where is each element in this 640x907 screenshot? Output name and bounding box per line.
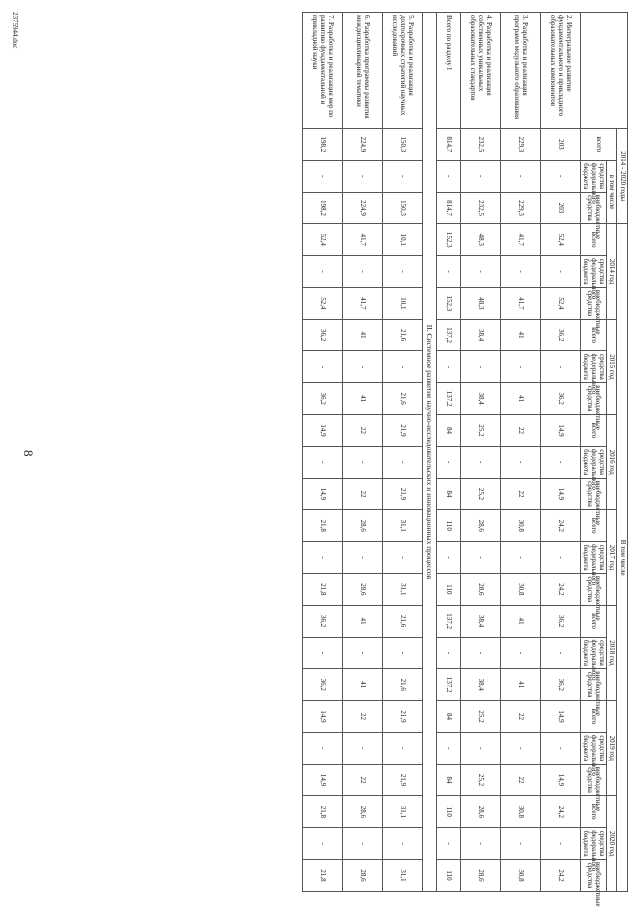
year-total-header: всего	[580, 224, 606, 256]
table-cell: -	[302, 732, 342, 764]
table-cell: 198,2	[302, 192, 342, 224]
table-cell: 150,3	[382, 192, 422, 224]
table-cell: -	[342, 637, 382, 669]
table-cell: -	[500, 637, 540, 669]
table-row	[302, 13, 342, 892]
table-cell: -	[500, 446, 540, 478]
table-row	[342, 13, 382, 892]
table-cell: 14,9	[540, 764, 580, 796]
period-header: 2014 - 2020 годы	[617, 129, 628, 224]
table-cell: -	[500, 828, 540, 860]
year-total-header: всего	[580, 796, 606, 828]
table-cell: 22	[342, 478, 382, 510]
table-cell: -	[436, 828, 460, 860]
table-cell: 36,2	[540, 383, 580, 415]
table-cell: -	[436, 160, 460, 192]
table-cell: 38,4	[460, 383, 500, 415]
table-cell: 22	[500, 415, 540, 447]
table-cell: -	[540, 637, 580, 669]
year-federal-header: средства федерального бюджета	[580, 256, 606, 288]
year-header: 2018 год	[606, 605, 617, 700]
table-cell: 25,2	[460, 764, 500, 796]
year-header: 2019 год	[606, 701, 617, 796]
year-extra-header: внебюджетные средства	[580, 383, 606, 415]
table-cell: -	[460, 446, 500, 478]
table-cell: -	[302, 160, 342, 192]
table-cell: 31,1	[382, 510, 422, 542]
table-cell: -	[436, 446, 460, 478]
year-extra-header: внебюджетные средства	[580, 859, 606, 891]
table-cell: 21,6	[382, 319, 422, 351]
table-cell: 48,3	[460, 287, 500, 319]
table-cell: 21,9	[382, 478, 422, 510]
table-cell: 36,2	[302, 605, 342, 637]
year-total-header: всего	[580, 510, 606, 542]
table-cell: 25,2	[460, 415, 500, 447]
year-total-header: всего	[580, 415, 606, 447]
table-cell: 41	[500, 383, 540, 415]
table-cell: 28,6	[342, 796, 382, 828]
table-cell: -	[342, 542, 382, 574]
table-cell: 10,1	[382, 224, 422, 256]
year-extra-header: внебюджетные средства	[580, 573, 606, 605]
period-extra-header: внебюджетные средства	[580, 192, 606, 224]
table-cell: 52,4	[302, 224, 342, 256]
table-cell: 25,2	[460, 478, 500, 510]
table-cell: -	[500, 351, 540, 383]
table-cell: -	[342, 351, 382, 383]
table-cell: 137,2	[436, 319, 460, 351]
table-cell: -	[460, 732, 500, 764]
table-cell: 41	[342, 383, 382, 415]
table-cell: -	[460, 828, 500, 860]
table-cell: -	[382, 256, 422, 288]
table-cell: 224,9	[342, 129, 382, 161]
table-cell: 224,9	[342, 192, 382, 224]
table-cell: 137,2	[436, 605, 460, 637]
table-cell: 22	[500, 478, 540, 510]
row-label: 3. Разработка и реализация программ модульного образования	[500, 13, 540, 129]
table-row	[382, 13, 422, 892]
table-cell: 14,9	[540, 478, 580, 510]
table-cell: 152,3	[436, 224, 460, 256]
period-federal-header: средства федерального бюджета	[580, 160, 606, 192]
year-extra-header: внебюджетные средства	[580, 478, 606, 510]
table-cell: 41	[500, 319, 540, 351]
table-cell: 229,3	[500, 129, 540, 161]
table-cell: 31,1	[382, 796, 422, 828]
table-cell: -	[382, 446, 422, 478]
table-cell: 21,6	[382, 605, 422, 637]
table-cell: 52,4	[302, 287, 342, 319]
table-cell: -	[302, 351, 342, 383]
table-cell: -	[540, 732, 580, 764]
table-cell: 41,7	[500, 287, 540, 319]
year-federal-header: средства федерального бюджета	[580, 446, 606, 478]
table-row	[500, 13, 540, 892]
table-cell: 36,2	[540, 319, 580, 351]
year-header: 2014 год	[606, 224, 617, 319]
table-cell: 24,2	[540, 859, 580, 891]
table-cell: 110	[436, 859, 460, 891]
table-cell: 41	[500, 669, 540, 701]
row-label: Всего по разделу I	[436, 13, 460, 129]
table-cell: -	[540, 160, 580, 192]
table-cell: 14,9	[302, 701, 342, 733]
table-cell: -	[382, 160, 422, 192]
table-cell: 36,2	[302, 319, 342, 351]
table-cell: 21,8	[302, 796, 342, 828]
table-cell: -	[382, 542, 422, 574]
table-cell: 14,9	[540, 701, 580, 733]
year-total-header: всего	[580, 605, 606, 637]
table-cell: 28,6	[460, 573, 500, 605]
period-in-total-header: в том числе	[606, 160, 617, 224]
table-cell: 232,5	[460, 192, 500, 224]
table-row	[436, 13, 460, 892]
table-cell: -	[540, 542, 580, 574]
table-cell: 14,9	[302, 415, 342, 447]
table-cell: 28,6	[460, 510, 500, 542]
table-cell: 21,6	[382, 669, 422, 701]
table-cell: -	[436, 256, 460, 288]
table-cell: -	[436, 637, 460, 669]
table-cell: 14,9	[302, 764, 342, 796]
funding-table	[302, 12, 628, 907]
period-total-header: всего	[580, 129, 617, 161]
table-cell: 38,4	[460, 605, 500, 637]
year-federal-header: средства федерального бюджета	[580, 351, 606, 383]
table-cell: -	[460, 160, 500, 192]
row-label: 2. Интегральное развитие фундаментального и прикладного образовательных компонентов	[540, 13, 580, 129]
table-cell: -	[500, 732, 540, 764]
table-cell: 28,6	[460, 796, 500, 828]
table-cell: 21,9	[382, 701, 422, 733]
table-cell: 150,3	[382, 129, 422, 161]
page-number: 8	[21, 450, 36, 457]
table-cell: 137,2	[436, 383, 460, 415]
table-cell: 10,1	[382, 287, 422, 319]
table-cell: -	[540, 828, 580, 860]
table-cell: 110	[436, 573, 460, 605]
table-cell: 21,9	[382, 415, 422, 447]
table-cell: -	[382, 351, 422, 383]
table-cell: 38,4	[460, 319, 500, 351]
table-cell: 21,8	[302, 510, 342, 542]
row-label: 5. Разработка и реализация долгосрочных стратегий научных исследований	[382, 13, 422, 129]
table-cell: 52,4	[540, 287, 580, 319]
table-cell: -	[342, 446, 382, 478]
row-label: 6. Разработка программы развития междисциплинарной тематики	[342, 13, 382, 129]
table-cell: 28,6	[342, 573, 382, 605]
year-extra-header: внебюджетные средства	[580, 669, 606, 701]
table-cell: 36,2	[540, 669, 580, 701]
table-cell: 152,3	[436, 287, 460, 319]
row-label: 4. Разработка и реализация собственных уникальных образовательных стандартов	[460, 13, 500, 129]
year-header: 2015 год	[606, 319, 617, 414]
table-cell: 30,8	[500, 573, 540, 605]
footer-filename: 2375944.doc	[11, 12, 19, 49]
table-cell: 84	[436, 701, 460, 733]
table-cell: 36,2	[302, 383, 342, 415]
table-cell: 52,4	[540, 224, 580, 256]
table-cell: -	[540, 446, 580, 478]
table-cell: -	[342, 732, 382, 764]
table-cell: -	[382, 637, 422, 669]
table-cell: 137,2	[436, 669, 460, 701]
table-cell: 22	[342, 764, 382, 796]
table-cell: 30,8	[500, 510, 540, 542]
table-cell: 41,7	[500, 224, 540, 256]
table-cell: -	[500, 256, 540, 288]
table-cell: 110	[436, 796, 460, 828]
table-cell: 36,2	[302, 669, 342, 701]
year-total-header: всего	[580, 319, 606, 351]
section-title: II. Системное развитие научно-исследовательских и инновационных процессов	[422, 13, 436, 892]
table-cell: 21,6	[382, 383, 422, 415]
table-cell: -	[460, 542, 500, 574]
table-cell: -	[382, 828, 422, 860]
table-cell: -	[302, 828, 342, 860]
table-cell: 232,5	[460, 129, 500, 161]
table-cell: 229,3	[500, 192, 540, 224]
by-year-header: В том числе	[617, 224, 628, 892]
table-cell: 41	[342, 669, 382, 701]
table-cell: 22	[500, 764, 540, 796]
table-cell: 41	[500, 605, 540, 637]
row-label: 7. Разработка и реализация мер по развитию фундаментальной и прикладной науки	[302, 13, 342, 129]
table-cell: 84	[436, 415, 460, 447]
table-cell: 28,6	[342, 859, 382, 891]
year-federal-header: средства федерального бюджета	[580, 542, 606, 574]
table-cell: 24,2	[540, 510, 580, 542]
table-cell: 814,7	[436, 192, 460, 224]
table-cell: -	[302, 637, 342, 669]
table-cell: 14,9	[302, 478, 342, 510]
table-cell: 21,8	[302, 573, 342, 605]
table-cell: 31,1	[382, 859, 422, 891]
table-cell: -	[302, 256, 342, 288]
table-cell: 41	[342, 605, 382, 637]
table-cell: 30,8	[500, 859, 540, 891]
table-cell: -	[500, 542, 540, 574]
table-cell: 24,2	[540, 573, 580, 605]
table-cell: 22	[342, 701, 382, 733]
table-cell: -	[302, 542, 342, 574]
table-cell: 41,7	[342, 287, 382, 319]
table-cell: -	[460, 351, 500, 383]
table-cell: 41	[342, 319, 382, 351]
table-cell: 21,9	[382, 764, 422, 796]
table-cell: -	[436, 351, 460, 383]
row-label-header	[580, 13, 627, 129]
year-header: 2020 год	[606, 796, 617, 892]
table-cell: -	[436, 732, 460, 764]
year-total-header: всего	[580, 701, 606, 733]
table-cell: -	[500, 160, 540, 192]
table-cell: 48,3	[460, 224, 500, 256]
table-cell: 198,2	[302, 129, 342, 161]
table-cell: 110	[436, 510, 460, 542]
year-header: 2016 год	[606, 415, 617, 510]
year-extra-header: внебюджетные средства	[580, 287, 606, 319]
year-federal-header: средства федерального бюджета	[580, 732, 606, 764]
table-cell: 25,2	[460, 701, 500, 733]
year-header: 2017 год	[606, 510, 617, 605]
table-cell: 28,6	[342, 510, 382, 542]
year-extra-header: внебюджетные средства	[580, 764, 606, 796]
year-federal-header: средства федерального бюджета	[580, 637, 606, 669]
table-cell: 84	[436, 478, 460, 510]
table-cell: 203	[540, 192, 580, 224]
table-cell: 36,2	[540, 605, 580, 637]
table-cell: 22	[342, 415, 382, 447]
table-cell: 21,8	[302, 859, 342, 891]
table-cell: 30,8	[500, 796, 540, 828]
table-cell: -	[540, 256, 580, 288]
table-cell: 14,9	[540, 415, 580, 447]
table-cell: -	[342, 160, 382, 192]
table-cell: -	[540, 351, 580, 383]
table-cell: -	[342, 828, 382, 860]
table-cell: 28,6	[460, 859, 500, 891]
table-cell: -	[436, 542, 460, 574]
table-cell: -	[342, 256, 382, 288]
table-row	[460, 13, 500, 892]
table-cell: 41,7	[342, 224, 382, 256]
table-cell: 38,4	[460, 669, 500, 701]
table-cell: 24,2	[540, 796, 580, 828]
table-cell: 84	[436, 764, 460, 796]
table-cell: 814,7	[436, 129, 460, 161]
year-federal-header: средства федерального бюджета	[580, 828, 606, 860]
table-cell: 22	[500, 701, 540, 733]
table-cell: 31,1	[382, 573, 422, 605]
table-cell: -	[460, 637, 500, 669]
table-cell: 203	[540, 129, 580, 161]
table-cell: -	[460, 256, 500, 288]
table-cell: -	[302, 446, 342, 478]
table-row	[540, 13, 580, 892]
table-cell: -	[382, 732, 422, 764]
